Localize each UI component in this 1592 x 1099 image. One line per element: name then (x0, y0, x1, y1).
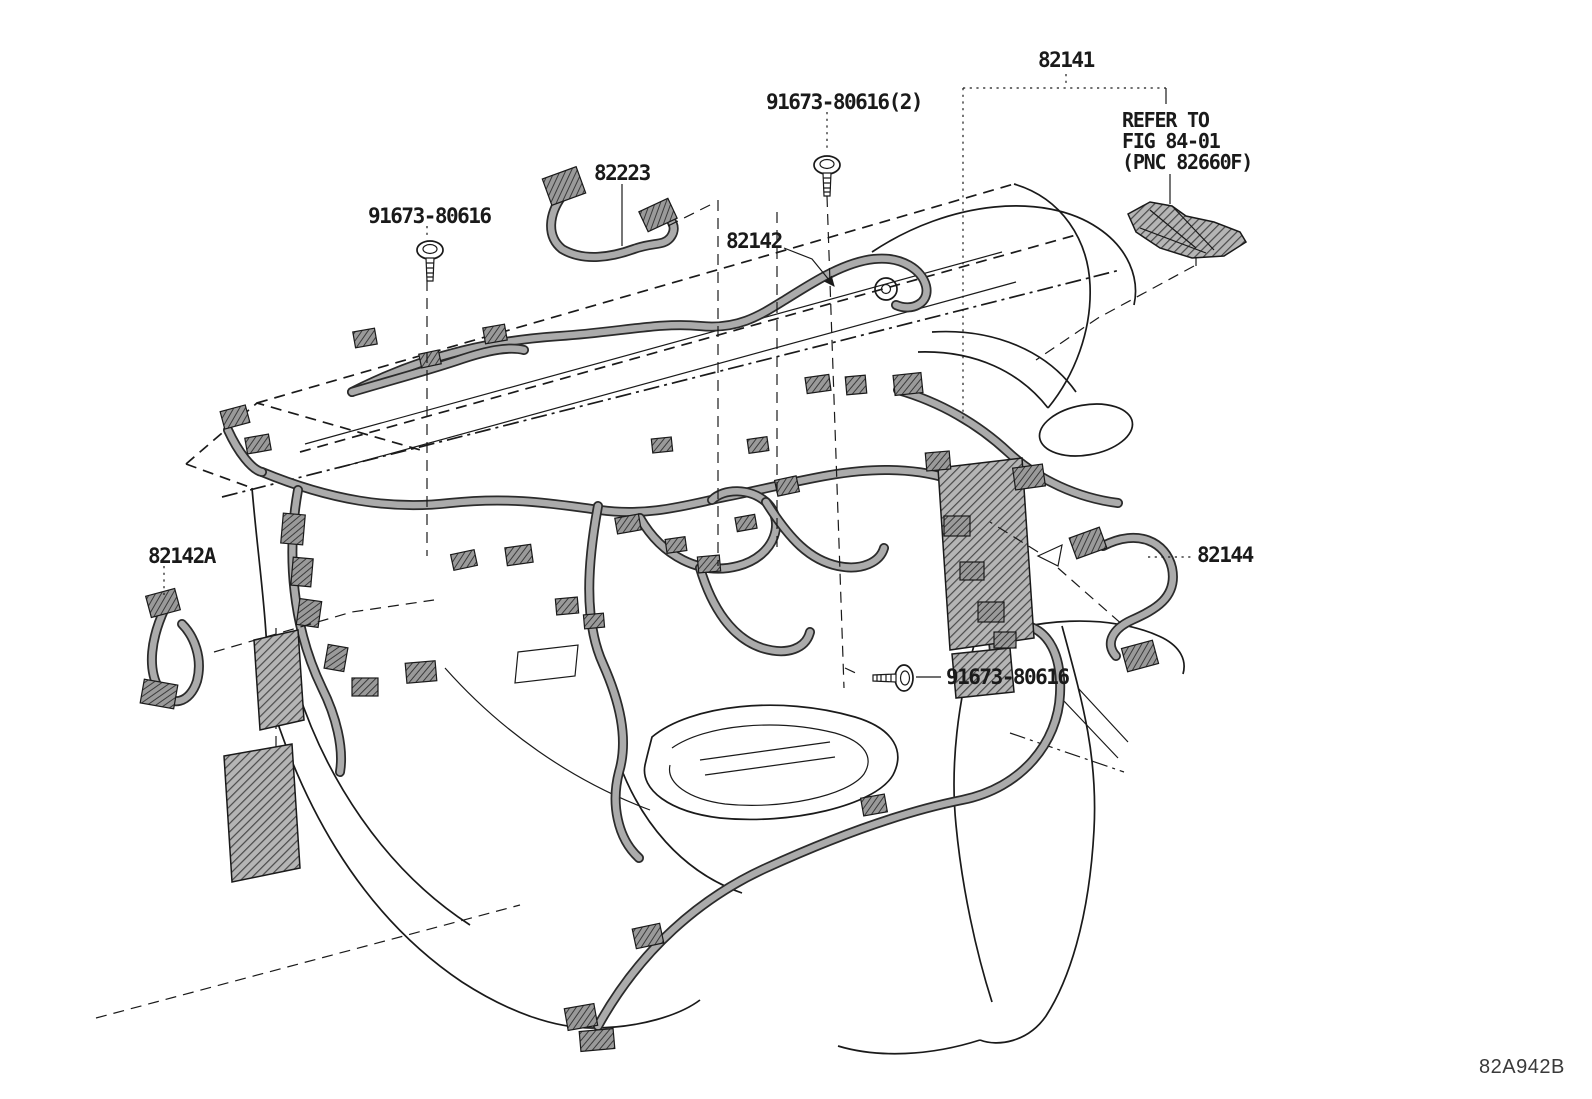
refer-note-line2: FIG 84-01 (1122, 129, 1220, 153)
refer-note (1122, 110, 1252, 173)
screw-icon-left (417, 241, 443, 281)
part-label-91673-80616-left: 91673-80616 (368, 204, 491, 228)
diagram-code: 82A942B (1479, 1056, 1565, 1078)
part-label-91673-80616-top: 91673-80616(2) (766, 90, 923, 114)
refer-note-line3: (PNC 82660F) (1122, 150, 1253, 174)
floor-console-outline (96, 668, 898, 1028)
refer-note-line1: REFER TO (1122, 108, 1209, 132)
bracket-part-icon (1128, 202, 1246, 258)
screw-icon-top (814, 156, 840, 196)
wire-part-82142a (140, 588, 199, 708)
wire-part-82144 (1069, 527, 1173, 672)
part-label-82223: 82223 (594, 161, 650, 185)
screw-icon-bottom (873, 665, 913, 691)
part-label-91673-80616-bottom: 91673-80616 (946, 665, 1069, 689)
part-label-82142: 82142 (726, 229, 782, 253)
part-label-82144: 82144 (1197, 543, 1253, 567)
part-label-82141: 82141 (1038, 48, 1094, 72)
part-label-82142a: 82142A (148, 544, 215, 568)
